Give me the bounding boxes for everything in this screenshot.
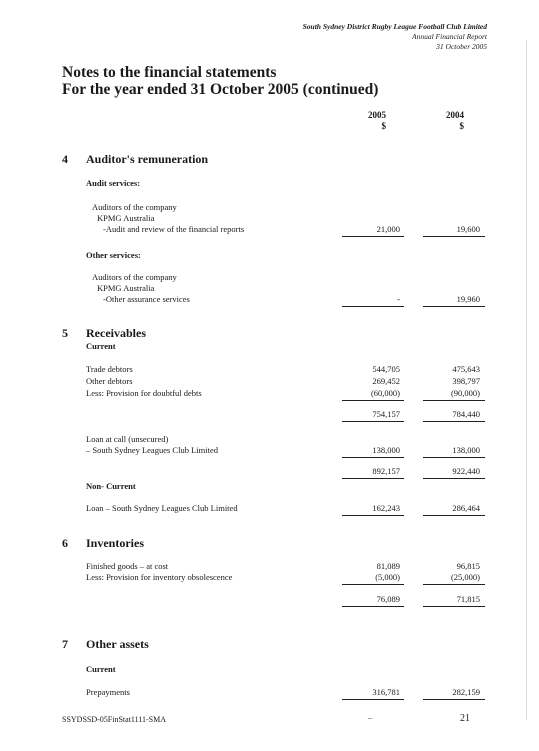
other-debtors-label: Other debtors <box>86 376 133 386</box>
finished-2004: 96,815 <box>456 561 480 571</box>
receivables-subtotal-2005: 754,157 <box>372 409 400 419</box>
kpmg-label-2: KPMG Australia <box>97 283 155 293</box>
loan-at-call-item: – South Sydney Leagues Club Limited <box>86 445 218 455</box>
other-services-heading: Other services: <box>86 250 141 260</box>
audit-item-label: -Audit and review of the financial reports <box>103 224 245 234</box>
prepayments-label: Prepayments <box>86 687 130 697</box>
report-name: Annual Financial Report <box>412 32 487 41</box>
finished-2005: 81,089 <box>376 561 400 571</box>
rule <box>342 457 404 458</box>
loan-label: Loan – South Sydney Leagues Club Limited <box>86 503 238 513</box>
audit-2005: 21,000 <box>376 224 400 234</box>
footer-document-code: SSYDSSD-05FinStat1111-SMA <box>62 715 167 724</box>
rule <box>423 306 485 307</box>
report-date: 31 October 2005 <box>436 42 487 51</box>
col-2005-unit: $ <box>381 121 386 131</box>
rule <box>342 699 404 700</box>
non-current-heading: Non- Current <box>86 481 136 491</box>
trade-2005: 544,705 <box>372 364 400 374</box>
page-number: 21 <box>460 713 470 724</box>
rule <box>342 400 404 401</box>
rule <box>342 478 404 479</box>
inventories-total-2004: 71,815 <box>456 594 480 604</box>
col-2005-year: 2005 <box>368 110 386 120</box>
col-2004-year: 2004 <box>446 110 464 120</box>
rule <box>423 400 485 401</box>
section-6-number: 6 <box>62 536 68 550</box>
rule <box>423 478 485 479</box>
rule <box>342 421 404 422</box>
audit-2004: 19,600 <box>456 224 480 234</box>
rule <box>342 515 404 516</box>
kpmg-label: KPMG Australia <box>97 213 155 223</box>
other-assets-current-heading: Current <box>86 664 116 674</box>
doubtful-debts-label: Less: Provision for doubtful debts <box>86 388 202 398</box>
receivables-current-heading: Current <box>86 341 116 351</box>
doubtful-2005: (60,000) <box>370 388 400 398</box>
obsolescence-2004: (25,000) <box>450 572 480 582</box>
loan-at-call-label: Loan at call (unsecured) <box>86 434 169 444</box>
other-2004: 19,960 <box>456 294 480 304</box>
company-name: South Sydney District Rugby League Football Club Limited <box>302 22 487 31</box>
auditors-label: Auditors of the company <box>92 202 177 212</box>
rule <box>423 606 485 607</box>
section-6-title: Inventories <box>86 536 144 550</box>
receivables-total-2004: 922,440 <box>452 466 480 476</box>
rule <box>342 606 404 607</box>
inventories-total-2005: 76,089 <box>376 594 400 604</box>
section-4-number: 4 <box>62 152 68 166</box>
rule <box>342 236 404 237</box>
page-subtitle: For the year ended 31 October 2005 (continued) <box>62 81 379 98</box>
loan-2005: 162,243 <box>372 503 400 513</box>
trade-debtors-label: Trade debtors <box>86 364 133 374</box>
loan-call-2005: 138,000 <box>372 445 400 455</box>
other-debtors-2004: 398,797 <box>452 376 480 386</box>
loan-call-2004: 138,000 <box>452 445 480 455</box>
section-7-number: 7 <box>62 637 68 651</box>
receivables-total-2005: 892,157 <box>372 466 400 476</box>
section-5-title: Receivables <box>86 326 146 340</box>
trade-2004: 475,643 <box>452 364 480 374</box>
rule <box>423 236 485 237</box>
rule <box>423 699 485 700</box>
other-item-label: -Other assurance services <box>103 294 190 304</box>
doubtful-2004: (90,000) <box>450 388 480 398</box>
other-debtors-2005: 269,452 <box>372 376 400 386</box>
auditors-label-2: Auditors of the company <box>92 272 177 282</box>
rule <box>342 584 404 585</box>
obsolescence-label: Less: Provision for inventory obsolescence <box>86 572 233 582</box>
other-2005: - <box>397 294 400 304</box>
rule <box>342 306 404 307</box>
finished-goods-label: Finished goods – at cost <box>86 561 169 571</box>
section-4-title: Auditor's remuneration <box>86 152 209 166</box>
prepayments-2004: 282,159 <box>452 687 480 697</box>
page-title: Notes to the financial statements <box>62 64 277 81</box>
section-5-number: 5 <box>62 326 68 340</box>
audit-services-heading: Audit services: <box>86 178 141 188</box>
prepayments-2005: 316,781 <box>372 687 400 697</box>
section-7-title: Other assets <box>86 637 149 651</box>
rule <box>423 457 485 458</box>
footer-mark: – <box>368 713 372 722</box>
obsolescence-2005: (5,000) <box>375 572 400 582</box>
rule <box>423 584 485 585</box>
rule <box>423 515 485 516</box>
col-2004-unit: $ <box>459 121 464 131</box>
loan-2004: 286,464 <box>452 503 480 513</box>
receivables-subtotal-2004: 784,440 <box>452 409 480 419</box>
page-edge-line <box>526 40 527 720</box>
rule <box>423 421 485 422</box>
